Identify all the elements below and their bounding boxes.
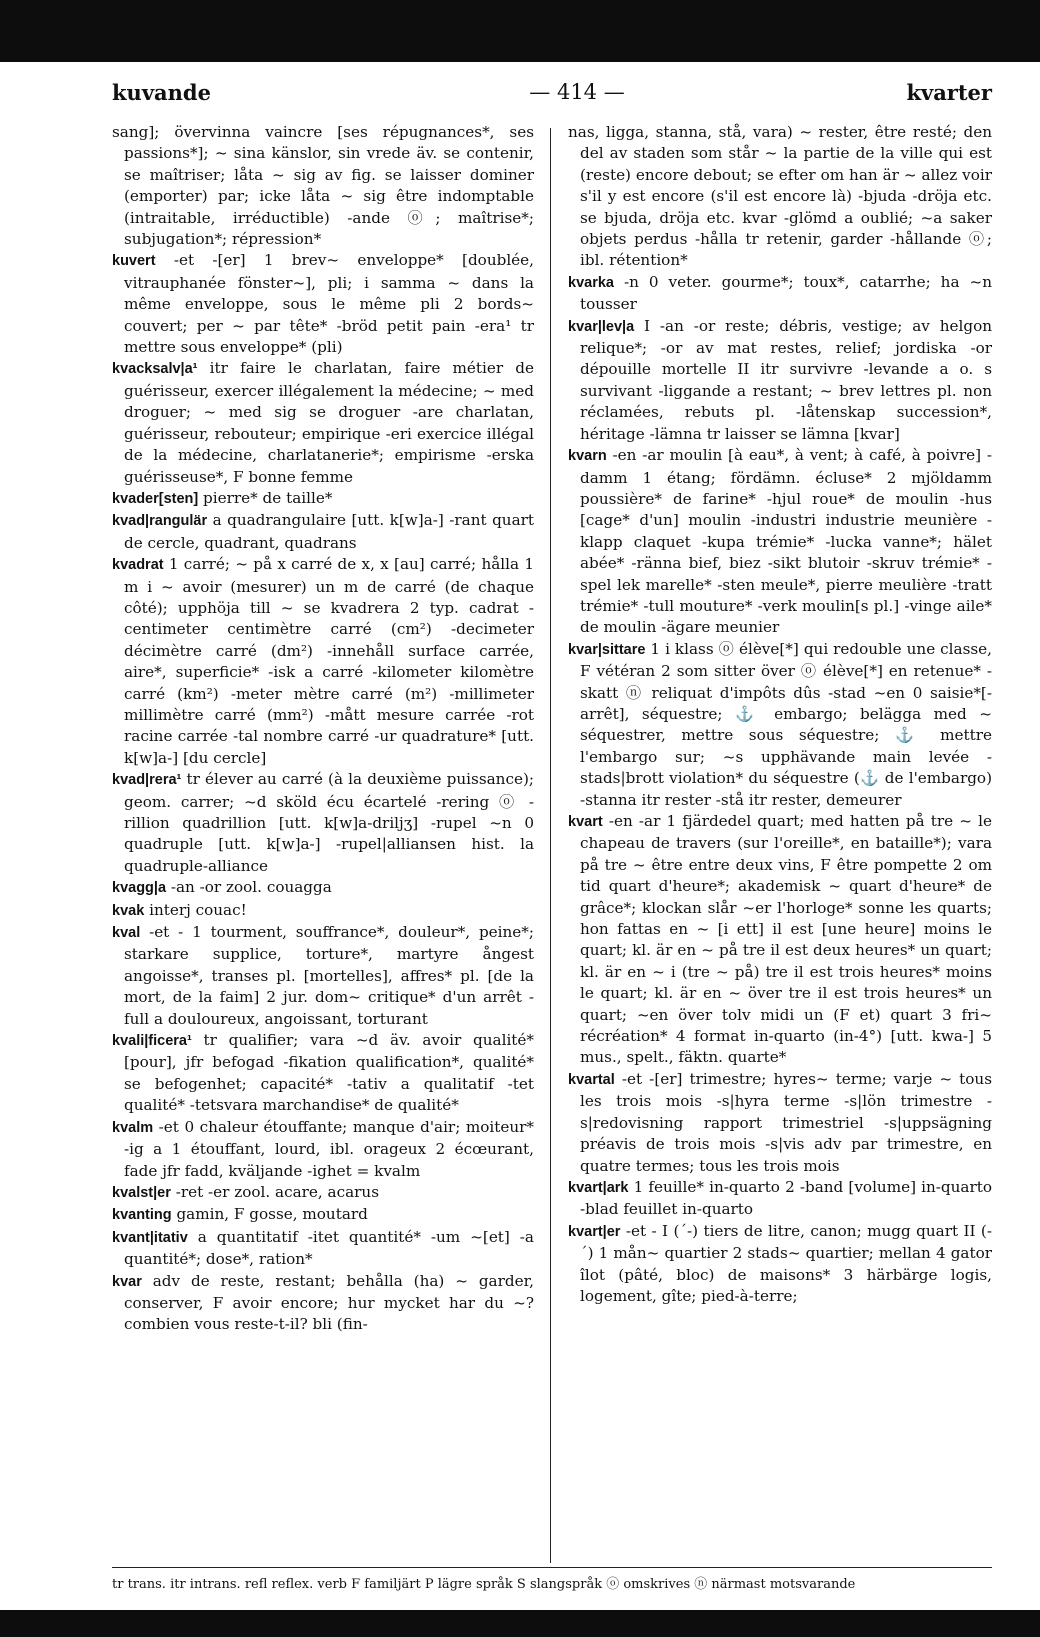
entry-headword: kvad|rangulär [112,513,208,530]
entry-definition: a quantitatif -itet quantité* -um ~[et] -a quantité*; dose*, ration* [124,1227,534,1269]
page-header [112,80,992,114]
dictionary-entry [568,445,992,639]
entry-headword: kvart|ark [568,1179,629,1196]
left-column [112,122,534,1552]
footer-rule [112,1567,992,1568]
entry-definition: tr qualifier; vara ~d äv. avoir qualité* [pour], jfr befogad -fikation qualification*, qualité* se befogenhet; capacité* -tativ a qualitatif -tet qualité* -tetsvara marchandise* de qualité* [124,1031,534,1115]
entry-definition: -et -[er] 1 brev~ enveloppe* [doublée, vitrauphanée fönster~], pli; i samma ~ dans la même enveloppe, sous le même pli 2 bords~ couvert; per ~ par tête* -bröd petit pain -era¹ tr mettre sous enveloppe* (pli) [124,251,534,357]
dictionary-entry [112,900,534,922]
entry-headword: kvar [112,1273,142,1290]
dictionary-entry [112,877,534,899]
entry-headword: kvant|itativ [112,1229,188,1246]
dictionary-entry [568,811,992,1069]
entry-definition: gamin, F gosse, moutard [171,1205,368,1224]
entry-headword: kvadrat [112,557,164,574]
dictionary-entry [112,1271,534,1336]
abbreviation-legend: tr trans. itr intrans. refl reflex. verb F familjärt P lägre språk S slangspråk ⓞ omskrives ⓝ närmast motsvarande [112,1577,856,1592]
page-number: — 414 — [529,80,625,104]
entry-headword: kval [112,925,141,942]
dictionary-entry [112,922,534,1030]
dictionary-entry [568,1177,992,1221]
entry-headword: kvar|lev|a [568,318,635,335]
entry-definition: I -an -or reste; débris, vestige; av helgon relique*; -or av mat restes, relief; jordiska -or dépouille mortelle II itr survivre -levande a o. s survivant -liggande a restant; ~ brev lettres pl. non réclamées, rebuts pl. -låtenskap succession*, héritage -lämna tr laisser se lämna [kvar] [580,316,992,443]
entry-headword: kvader[sten] [112,490,199,507]
dictionary-entry [568,316,992,445]
entry-headword: kvart [568,814,603,830]
entry-definition: adv de reste, restant; behålla (ha) ~ garder, conserver, F avoir encore; hur mycket har du ~? combien vous reste-t-il? bli (fin- [124,1271,534,1334]
dictionary-entry [112,358,534,487]
entry-definition: -et -[er] trimestre; hyres~ terme; varje ~ tous les trois mois -s|hyra terme -s|lön trimestre -s|redovisning rapport trimestriel -s|uppsägning préavis de trois mois -s|vis adv par trimestre, en quatre termes; tous les trois mois [580,1069,992,1175]
entry-definition: -en -ar moulin [à eau*, à vent; à café, à poivre] -damm 1 étang; fördämn. écluse* 2 mjöldamm poussière* de farine* -hjul roue* de moulin -hus [cage* d'un] moulin -industri industrie meunière -klapp claquet -kupa trémie* -lucka vanne*; hälet abée* -ränna bief, biez -sikt blutoir -skruv trémie* -spel lek marelle* -sten meule*, pierre meulière -tratt trémie* -tull mouture* -verk moulin[s pl.] -vinge aile* de moulin -ägare meunier [580,446,992,637]
header-first-word: kuvande [112,80,211,105]
entry-headword: kvartal [568,1071,615,1088]
dictionary-entry [568,639,992,811]
scan-top-border [0,0,1040,62]
dictionary-entry [112,1030,534,1117]
entry-headword: kvarka [568,274,614,291]
entry-headword: kvanting [112,1207,172,1224]
entry-definition: tr élever au carré (à la deuxième puissance); geom. carrer; ~d sköld écu écartelé -rering ⓞ -rillion quadrillion [utt. k[w]a-driljʒ] -rupel ~n 0 quadruple [utt. k[w]a-] -rupel|alliansen hist. la quadruple-alliance [124,770,534,875]
dictionary-entry [112,250,534,358]
entry-definition: 1 feuille* in-quarto 2 -band [volume] in-quarto -blad feuillet in-quarto [580,1177,992,1219]
scan-bottom-border [0,1610,1040,1637]
entry-definition: -et - I (´-) tiers de litre, canon; mugg quart II (-´) 1 mån~ quartier 2 stads~ quartier; mellan 4 gator îlot (pâté, bloc) de maisons* 3 härbärge logis, logement, gîte; pied-à-terre; [580,1221,992,1305]
entry-headword: kvali|ficera¹ [112,1033,192,1050]
entry-headword: kvad|rera¹ [112,772,182,789]
entry-definition: sang]; övervinna vaincre [ses répugnances*, ses passions*]; ~ sina känslor, sin vrede äv. se contenir, se maîtriser; låta ~ sig av fig. se laisser dominer (emporter) par; icke låta ~ sig être indomptable (intraitable, irréductible) -ande ⓞ; maîtrise*; subjugation*; répression* [112,123,534,249]
entry-definition: 1 carré; ~ på x carré de x, x [au] carré; hålla 1 m i ~ avoir (mesurer) un m de carré (de chaque côté); upphöja till ~ se kvadrera 2 typ. cadrat -centimeter centimètre carré (cm²) -decimeter décimètre carré (dm²) -innehåll surface carrée, aire*, superficie* -isk a carré -kilometer kilomètre carré (km²) -meter mètre carré (m²) -millimeter millimètre carré (mm²) -mått mesure carrée -rot racine carrée -tal nombre carré -ur quadrature* [utt. k[w]a-] [du cercle] [124,555,534,767]
entry-definition: -et - 1 tourment, souffrance*, douleur*, peine*; starkare supplice, torture*, martyre ångest angoisse*, transes pl. [mortelles], affres* pl. [de la mort, de la faim] 2 jur. dom~ critique* d'un arrêt -full a douloureux, angoissant, torturant [124,923,534,1028]
entry-definition: pierre* de taille* [198,488,333,507]
entry-headword: kvalst|er [112,1184,171,1201]
dictionary-entry [112,1182,534,1204]
entry-definition: -en -ar 1 fjärdedel quart; med hatten på tre ~ le chapeau de travers (sur l'oreille*, en bataille*); vara på tre ~ être entre deux vins, F être pompette 2 om tid quart d'heure*; akademisk ~ quart d'heure* de grâce*; klockan slår ~er l'horloge* sonne les quarts; hon fattas en ~ [i ett] il est [une heure] moins le quart; kl. är en ~ på tre il est deux heures* un quart; kl. är en ~ i (tre ~ på) tre il est trois heures* moins le quart; kl. är en ~ över tre il est trois heures* un quart; ~en över tolv midi un (F et) quart 3 fri~ récréation* 4 format in-quarto (in-4°) [utt. kwa-] 5 mus., spelt., fäktn. quarte* [580,812,992,1067]
dictionary-entry [568,272,992,316]
entry-definition: -an -or zool. couagga [166,878,332,897]
entry-headword: kvar|sittare [568,641,646,658]
dictionary-entry [568,1221,992,1308]
dictionary-entry [568,1069,992,1177]
dictionary-entry [112,554,534,769]
entry-definition: nas, ligga, stanna, stå, vara) ~ rester, être resté; den del av staden som står ~ la partie de la ville qui est (reste) encore debout; se efter om han är ~ allez voir s'il y est encore (s'il est encore là) -bjuda -dröja etc. se bjuda, dröja etc. kvar -glömd a oublié; ~a saker objets perdus -hålla tr retenir, garder -hållande ⓞ; ibl. rétention* [568,123,992,270]
entry-definition: itr faire le charlatan, faire métier de guérisseur, exercer illégalement la médecine; ~ med droguer; ~ med sig se droguer -are charlatan, guérisseur, rebouteur; empirique -eri exercice illégal de la médecine, charlatanerie*; empirisme -erska guérisseuse*, F bonne femme [124,359,534,486]
entry-headword: kvart|er [568,1223,621,1240]
entry-definition: 1 i klass ⓞ élève[*] qui redouble une classe, F vétéran 2 som sitter över ⓞ élève[*] en retenue* -skatt ⓝ reliquat d'impôts dûs -stad ~en 0 saisie*[-arrêt], séquestre; ⚓ embargo; belägga med ~ séquestrer, mettre sous séquestre; ⚓ mettre l'embargo sur; ~s upphävande main levée -stads|brott violation* du séquestre (⚓ de l'embargo) -stanna itr rester -stå itr rester, demeurer [580,639,992,809]
entry-headword: kvarn [568,448,607,465]
entry-definition: a quadrangulaire [utt. k[w]a-] -rant quart de cercle, quadrant, quadrans [124,511,534,552]
entry-headword: kvak [112,902,145,919]
entry-headword: kvalm [112,1119,154,1136]
dictionary-entry [112,510,534,554]
entry-definition: -ret -er zool. acare, acarus [170,1182,380,1201]
entry-definition: -et 0 chaleur étouffante; manque d'air; moiteur* -ig a 1 étouffant, lourd, ibl. orageux 2 écœurant, fade jfr fadd, kväljande -ighet = kvalm [124,1117,534,1180]
entry-headword: kvacksalv|a¹ [112,361,198,378]
dictionary-entry [112,122,534,250]
dictionary-entry [112,769,534,877]
header-last-word: kvarter [906,80,992,105]
entry-headword: kuvert [112,253,156,270]
dictionary-entry [112,1117,534,1182]
dictionary-entry [112,1227,534,1271]
entry-definition: interj couac! [144,900,247,919]
dictionary-entry [112,488,534,510]
entry-definition: -n 0 veter. gourme*; toux*, catarrhe; ha ~n tousser [580,272,992,314]
dictionary-entry [112,1204,534,1226]
entry-headword: kvagg|a [112,880,167,897]
right-column [568,122,992,1552]
dictionary-entry [568,122,992,272]
column-divider [550,128,551,1563]
